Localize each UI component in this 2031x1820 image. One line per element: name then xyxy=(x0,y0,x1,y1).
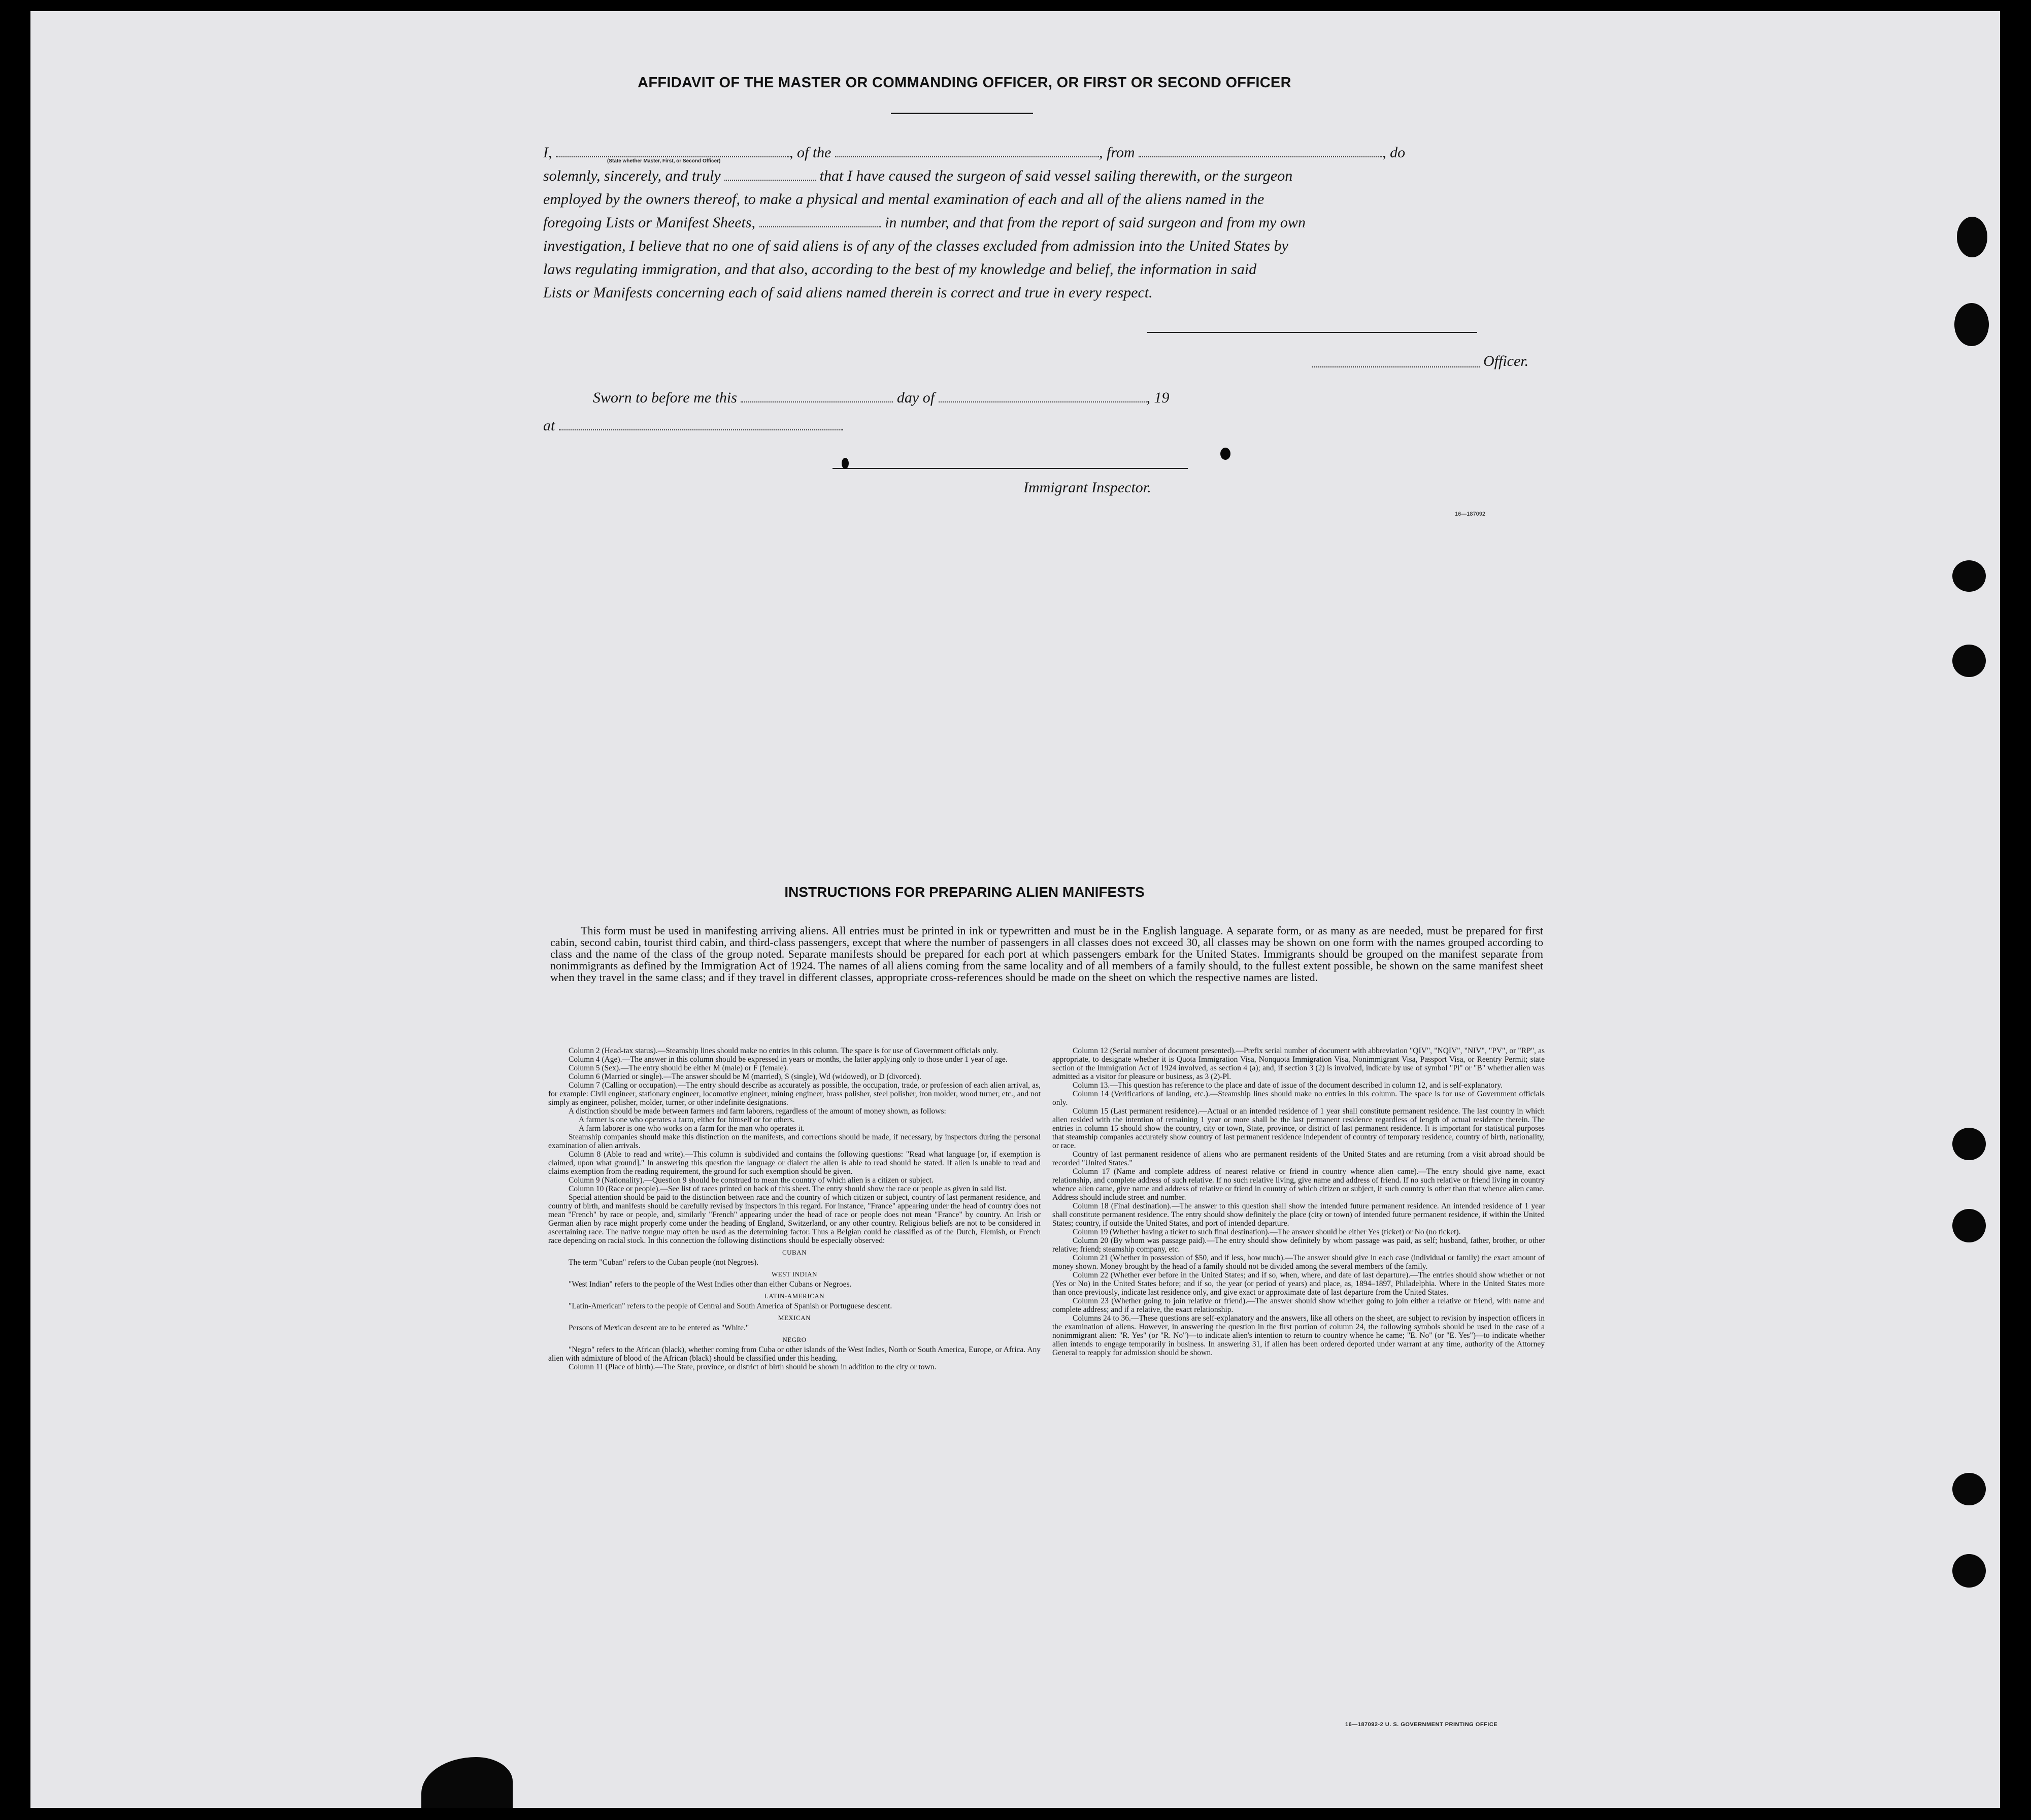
affidavit-line-4 xyxy=(543,214,1306,231)
punch-hole-mark xyxy=(1952,645,1986,677)
col-8-text: Column 8 (Able to read and write).—This column is subdivided and contains the following questions: "Read what language [or, if exemption is claimed, upon what ground]." In answering this question the language or dialect the alien is able to read should be stated. If alien is unable to read and claims exemption from the reading requirement, the ground for such exemption should be given. xyxy=(548,1150,1041,1176)
vessel-name-blank[interactable] xyxy=(835,154,1099,157)
affidavit-line-3: employed by the owners thereof, to make a physical and mental examination of each and all of the aliens named in the xyxy=(543,191,1264,208)
punch-hole-mark xyxy=(1952,1209,1986,1242)
col-11-text: Column 11 (Place of birth).—The State, province, or district of birth should be shown in addition to the city or town. xyxy=(569,1363,937,1371)
signature-line[interactable] xyxy=(1147,332,1477,333)
col-23-text: Column 23 (Whether going to join relative or friend).—The answer should show whether going to join either a relative or friend, with name and complete address; and if a relative, the exact relationship. xyxy=(1052,1297,1545,1314)
text: Sworn to before me this xyxy=(593,389,737,406)
inspector-signature-line[interactable] xyxy=(833,468,1188,469)
officer-label: Officer. xyxy=(1483,353,1529,369)
col-6-text: Column 6 (Married or single).—The answer should be M (married), S (single), Wd (widowed), or D (divorced). xyxy=(569,1072,921,1081)
negro-text: "Negro" refers to the African (black), whether coming from Cuba or other islands of the West Indies, North or South America, Europe, or Africa. Any alien with admixture of blood of the African (black) should be classified under this heading. xyxy=(548,1345,1041,1363)
oath-blank[interactable] xyxy=(724,178,816,181)
col-24-36-text: Columns 24 to 36.—These questions are self-explanatory and the answers, like all others on the sheet, are subject to revision by inspection officers in the examination of aliens. However, in answering the question in the first portion of column 24, the following symbols should be used in the case of a nonimmigrant alien: "R. Yes" (or "R. No")—to indicate alien's intention to return to country whence he came; "E. No" (or "E. Yes")—to indicate whether alien intends to engage temporarily in business. In answering 31, if alien has been ordered deported under warrant at any time, authority of the Attorney General to reapply for admission should be shown. xyxy=(1052,1314,1545,1357)
affidavit-title: AFFIDAVIT OF THE MASTER OR COMMANDING OFFICER, OR FIRST OR SECOND OFFICER xyxy=(638,75,1291,91)
col-15-residents: Country of last permanent residence of aliens who are permanent residents of the United States and are returning from a visit abroad should be recorded "United States." xyxy=(1052,1150,1545,1167)
text: foregoing Lists or Manifest Sheets, xyxy=(543,214,756,231)
document-page xyxy=(30,11,2000,1808)
torn-edge xyxy=(421,1757,513,1808)
affidavit-line-2 xyxy=(543,167,1292,185)
col-19-text: Column 19 (Whether having a ticket to such final destination).—The answer should be either Yes (ticket) or No (no ticket). xyxy=(1073,1228,1461,1236)
officer-title-blank[interactable] xyxy=(556,154,789,157)
text: , 19 xyxy=(1146,389,1170,406)
mexican-heading: MEXICAN xyxy=(778,1314,811,1322)
farm-laborer-definition: A farm laborer is one who works on a farm for the man who operates it. xyxy=(579,1124,805,1133)
port-blank[interactable] xyxy=(1139,154,1382,157)
instructions-left-column xyxy=(548,1047,1041,1371)
text: day of xyxy=(896,389,935,406)
text: that I have caused the surgeon of said vessel sailing therewith, or the surgeon xyxy=(819,167,1293,184)
place-blank[interactable] xyxy=(559,427,843,430)
affidavit-line-5: investigation, I believe that no one of said aliens is of any of the classes excluded from admission into the United States by xyxy=(543,238,1288,254)
text: at xyxy=(543,417,555,434)
col-15-text: Column 15 (Last permanent residence).—Actual or an intended residence of 1 year shall constitute permanent residence. The last country in which alien resided with the intention of remaining 1 year or more shall be the last permanent residence regardless of length of actual residence therein. The entries in column 15 should show the country, city or town, State, province, or district of last permanent residence. It is important for statistical purposes that steamship companies accurately show country of last permanent residence independent of country of temporary residence, country of birth, nationality, or race. xyxy=(1052,1107,1545,1150)
form-code: 16—187092 xyxy=(1455,511,1485,517)
col-4-text: Column 4 (Age).—The answer in this column should be expressed in years or months, the latter applying only to those under 1 year of age. xyxy=(569,1055,1008,1064)
col-21-text: Column 21 (Whether in possession of $50, and if less, how much).—The answer should give in each case (individual or family) the exact amount of money shown. Money brought by the head of a family should not be divided among the several members of the family. xyxy=(1052,1254,1545,1271)
col-7-steamship: Steamship companies should make this distinction on the manifests, and corrections should be made, if necessary, by inspectors during the personal examination of alien arrivals. xyxy=(548,1133,1041,1150)
col-12-text: Column 12 (Serial number of document presented).—Prefix serial number of document with abbreviation "QIV", "NQIV", "NIV", "PV", or "RP", as appropriate, to designate whether it is Quota Immigration Visa, Nonquota Immigration Visa, Nonimmigrant Visa, Passport Visa, or Reentry Permit; state section of the Immigration Act of 1924 involved, as section 4 (a); and, if section 3 (2) is involved, indicate by use of symbol "Pl" or "B" whether alien was admitted as a visitor for pleasure or business, as 3 (2)-Pl. xyxy=(1052,1047,1545,1081)
latin-american-heading: LATIN-AMERICAN xyxy=(764,1292,825,1300)
at-line xyxy=(543,417,843,434)
west-indian-heading: WEST INDIAN xyxy=(771,1270,818,1278)
col-5-text: Column 5 (Sex).—The entry should be either M (male) or F (female). xyxy=(569,1064,788,1072)
punch-hole-mark xyxy=(1952,1128,1986,1160)
punch-hole-mark xyxy=(1954,303,1989,346)
text: solemnly, sincerely, and truly xyxy=(543,167,721,184)
col-7-text: Column 7 (Calling or occupation).—The entry should describe as accurately as possible, the occupation, trade, or profession of each alien arrival, as, for example: Civil engineer, stationary engineer, locomotive engineer, mining engineer, brass polisher, steel polisher, iron molder, wood turner, etc., and not simply as engineer, polisher, molder, turner, or other indefinite designations. xyxy=(548,1081,1041,1107)
intro-paragraph: This form must be used in manifesting arriving aliens. All entries must be printed in ink or typewritten and must be in the English language. A separate form, or as many as are needed, must be prepared for first cabin, second cabin, tourist third cabin, and third-class passengers, except that where the number of passengers in all classes does not exceed 30, all classes may be shown on one form with the names grouped according to class and the name of the class of the group noted. Separate manifests should be prepared for each port at which passengers embark for the United States. Immigrants should be grouped on the manifest separate from nonimmigrants as defined by the Immigration Act of 1924. The names of all aliens coming from the same locality and of all members of a family should, to the fullest extent possible, be shown on the same manifest sheet when they travel in the same class; and if they travel in different classes, appropriate cross-references should be made on the sheet on which the respective names are listed. xyxy=(550,924,1543,984)
punch-hole-mark xyxy=(1952,560,1986,592)
ink-spot xyxy=(842,458,849,469)
ink-spot xyxy=(1220,448,1230,460)
officer-title-note: (State whether Master, First, or Second Officer) xyxy=(607,158,721,164)
text: in number, and that from the report of said surgeon and from my own xyxy=(885,214,1306,231)
col-17-text: Column 17 (Name and complete address of nearest relative or friend in country whence alien came).—The entry should give name, exact relationship, and complete address of such relative. If no such relative living, give name and address of friend. If no such relative or friend living in country whence alien came, give name and address of relative or friend in country of which citizen or subject, if such country is other than that whence alien came. Address should include street and number. xyxy=(1052,1167,1545,1202)
col-13-text: Column 13.—This question has reference to the place and date of issue of the document described in column 12, and is self-explanatory. xyxy=(1073,1081,1503,1090)
col-14-text: Column 14 (Verifications of landing, etc.).—Steamship lines should make no entries in this column. The space is for use of Government officials only. xyxy=(1052,1090,1545,1107)
punch-hole-mark xyxy=(1957,217,1987,257)
affidavit-line-6: laws regulating immigration, and that also, according to the best of my knowledge and belief, the information in said xyxy=(543,261,1257,278)
officer-signature-line[interactable] xyxy=(1312,366,1480,367)
text: , of the xyxy=(789,144,831,161)
instructions-title: INSTRUCTIONS FOR PREPARING ALIEN MANIFESTS xyxy=(784,884,1145,900)
instructions-intro xyxy=(550,925,1543,983)
mexican-text: Persons of Mexican descent are to be entered as "White." xyxy=(569,1324,749,1332)
cuban-text: The term "Cuban" refers to the Cuban people (not Negroes). xyxy=(569,1258,759,1267)
farmer-definition: A farmer is one who operates a farm, either for himself or for others. xyxy=(579,1116,795,1124)
col-10-special: Special attention should be paid to the distinction between race and the country of which citizen or subject, country of last permanent residence, and country of birth, and manifests should be carefully revised by inspectors in this regard. For instance, "France" appearing under the head of country does not mean "French" by race or people, and, similarly "French" appearing under the head of race or people does not mean "France" by country. An Irish or German alien by race might properly come under the heading of England, Switzerland, or any other country. Religious beliefs are not to be considered in ascertaining race. The native tongue may often be used as the determining factor. Thus a Belgian could be classified as of the Dutch, Flemish, or French race depending on racial stock. In this connection the following distinctions should be especially observed: xyxy=(548,1193,1041,1245)
west-indian-text: "West Indian" refers to the people of the West Indies other than either Cubans or Negroes. xyxy=(569,1280,852,1289)
col-18-text: Column 18 (Final destination).—The answer to this question shall show the intended future permanent residence. An intended residence of 1 year shall constitute permanent residence. The entry should show definitely the place (city or town) of intended future permanent residence, if within the United States; country, if outside the United States, and port of intended departure. xyxy=(1052,1202,1545,1228)
col-10-text: Column 10 (Race or people).—See list of races printed on back of this sheet. The entry should show the race or people as given in said list. xyxy=(569,1185,1007,1193)
text: , do xyxy=(1382,144,1406,161)
sheet-count-blank[interactable] xyxy=(759,224,881,227)
col-20-text: Column 20 (By whom was passage paid).—The entry should show definitely by whom passage was paid, as self; husband, father, brother, or other relative; friend; steamship company, etc. xyxy=(1052,1236,1545,1254)
col-2-text: Column 2 (Head-tax status).—Steamship lines should make no entries in this column. The space is for use of Government officials only. xyxy=(569,1047,998,1055)
latin-american-text: "Latin-American" refers to the people of Central and South America of Spanish or Portuguese descent. xyxy=(569,1302,892,1310)
negro-heading: NEGRO xyxy=(782,1336,807,1343)
month-blank[interactable] xyxy=(939,399,1147,402)
cuban-heading: CUBAN xyxy=(782,1249,807,1256)
affidavit-line-7: Lists or Manifests concerning each of said aliens named therein is correct and true in every respect. xyxy=(543,284,1153,301)
title-underline xyxy=(891,113,1033,114)
punch-hole-mark xyxy=(1952,1473,1986,1505)
day-blank[interactable] xyxy=(741,399,893,402)
inspector-label: Immigrant Inspector. xyxy=(1023,479,1151,496)
sworn-line xyxy=(593,389,1170,407)
col-9-text: Column 9 (Nationality).—Question 9 should be construed to mean the country of which alien is a citizen or subject. xyxy=(569,1176,934,1185)
punch-hole-mark xyxy=(1952,1554,1986,1588)
text: I, xyxy=(543,144,552,161)
col-22-text: Column 22 (Whether ever before in the United States; and if so, when, where, and date of last departure).—The entries should show whether or not (Yes or No) in the United States before; and if so, the year (or period of years) and place, as, 1894–1897, Philadelphia. Where in the United States more than once previously, indicate last residence only, and give exact or approximate date of last departure from the United States. xyxy=(1052,1271,1545,1297)
instructions-right-column xyxy=(1052,1047,1545,1357)
text: , from xyxy=(1099,144,1135,161)
col-7-distinction: A distinction should be made between farmers and farm laborers, regardless of the amount of money shown, as follows: xyxy=(569,1107,946,1116)
printing-office-code: 16—187092-2 U. S. GOVERNMENT PRINTING OFFICE xyxy=(1345,1722,1498,1728)
